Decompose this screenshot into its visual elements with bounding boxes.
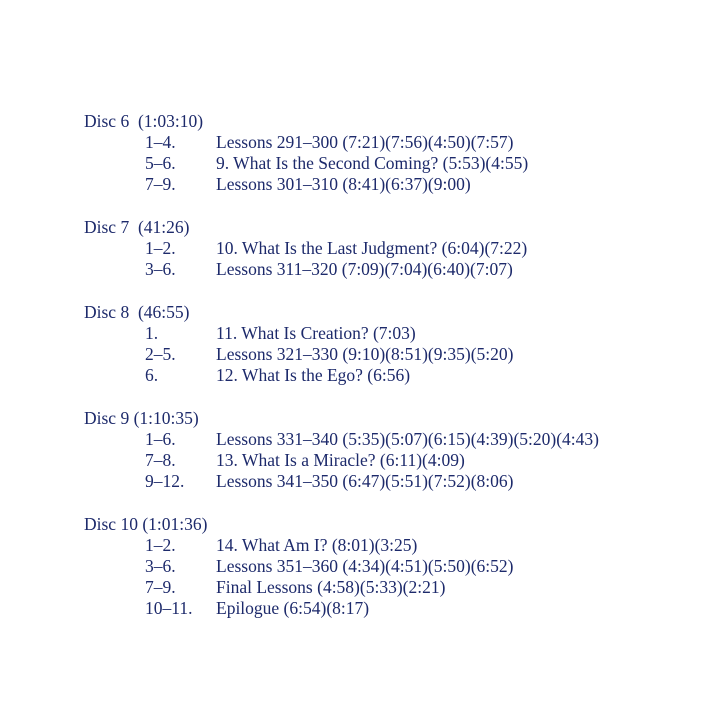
- track-number: 7–9.: [145, 577, 176, 597]
- track-row: [84, 259, 704, 280]
- track-row: [84, 429, 704, 450]
- track-number: 9–12.: [145, 471, 185, 491]
- track-number: 5–6.: [145, 153, 176, 173]
- track-row: [84, 556, 704, 577]
- track-row: [84, 132, 704, 153]
- disc-6-section: [84, 111, 704, 195]
- track-title: Lessons 341–350 (6:47)(5:51)(7:52)(8:06): [216, 471, 514, 491]
- disc-8-section: [84, 302, 704, 386]
- track-title: Epilogue (6:54)(8:17): [216, 598, 370, 618]
- track-number: 10–11.: [145, 598, 193, 618]
- disc-header: Disc 7 (41:26): [84, 217, 190, 237]
- disc-header: Disc 9 (1:10:35): [84, 408, 199, 428]
- track-number: 1–4.: [145, 132, 176, 152]
- track-row: [84, 174, 704, 195]
- track-row: [84, 577, 704, 598]
- track-number: 2–5.: [145, 344, 176, 364]
- track-title: 14. What Am I? (8:01)(3:25): [216, 535, 418, 555]
- track-row: [84, 153, 704, 174]
- track-title: 12. What Is the Ego? (6:56): [216, 365, 411, 385]
- track-row: [84, 323, 704, 344]
- track-number: 3–6.: [145, 556, 176, 576]
- track-number: 7–9.: [145, 174, 176, 194]
- track-title: Lessons 291–300 (7:21)(7:56)(4:50)(7:57): [216, 132, 514, 152]
- track-row: [84, 365, 704, 386]
- disc-header: Disc 8 (46:55): [84, 302, 190, 322]
- track-listing: [84, 111, 704, 641]
- disc-10-section: [84, 514, 704, 619]
- track-title: Final Lessons (4:58)(5:33)(2:21): [216, 577, 446, 597]
- track-title: Lessons 321–330 (9:10)(8:51)(9:35)(5:20): [216, 344, 514, 364]
- track-number: 1–6.: [145, 429, 176, 449]
- track-title: Lessons 301–310 (8:41)(6:37)(9:00): [216, 174, 471, 194]
- track-number: 1.: [145, 323, 159, 343]
- track-number: 1–2.: [145, 535, 176, 555]
- disc-9-section: [84, 408, 704, 492]
- disc-header: Disc 6 (1:03:10): [84, 111, 204, 131]
- track-title: 9. What Is the Second Coming? (5:53)(4:55): [216, 153, 529, 173]
- track-number: 6.: [145, 365, 159, 385]
- track-number: 7–8.: [145, 450, 176, 470]
- track-title: 10. What Is the Last Judgment? (6:04)(7:22): [216, 238, 528, 258]
- track-row: [84, 535, 704, 556]
- track-row: [84, 598, 704, 619]
- track-row: [84, 450, 704, 471]
- track-title: Lessons 351–360 (4:34)(4:51)(5:50)(6:52): [216, 556, 514, 576]
- disc-7-section: [84, 217, 704, 280]
- track-title: Lessons 331–340 (5:35)(5:07)(6:15)(4:39)(5:20)(4:43): [216, 429, 599, 449]
- track-title: Lessons 311–320 (7:09)(7:04)(6:40)(7:07): [216, 259, 513, 279]
- track-title: 11. What Is Creation? (7:03): [216, 323, 416, 343]
- track-row: [84, 471, 704, 492]
- disc-header: Disc 10 (1:01:36): [84, 514, 208, 534]
- track-title: 13. What Is a Miracle? (6:11)(4:09): [216, 450, 465, 470]
- track-number: 3–6.: [145, 259, 176, 279]
- track-number: 1–2.: [145, 238, 176, 258]
- track-row: [84, 344, 704, 365]
- track-row: [84, 238, 704, 259]
